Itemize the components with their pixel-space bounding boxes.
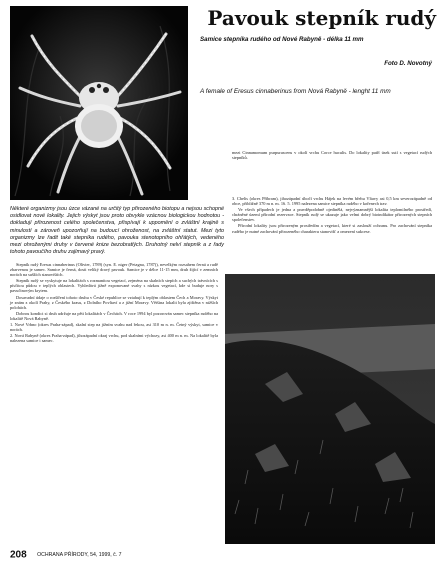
- body-paragraph: 2. Nová Rabyně (okres Praha-západ), jihozápadní okraj vrchu, pod skalními výchozy, asi 400 m n. m. Na lokalitě byla nalezena samice i samec.: [10, 333, 218, 344]
- photo-credit: Foto D. Novotný: [384, 60, 432, 67]
- right-column-body: [232, 196, 432, 235]
- page-footer: [10, 546, 310, 561]
- body-paragraph: Přírodní lokality jsou přirozeným prostředím a vegetací, které si zaslouží ochranu. Pro zachování stepníka rudého je nutné zachování přirozeného charakteru stanovišť a omezení sukcese.: [232, 223, 432, 234]
- landscape-photo: [225, 274, 435, 544]
- body-paragraph: 1. Nové Vrbno (okres Praha-západ), skalní step na jižním svahu nad řekou, asi 310 m n. m. Četný výskyt, samice v norách.: [10, 322, 218, 333]
- right-column-top: [232, 150, 432, 161]
- body-paragraph: 3. Chelis (okres Příbram), jihozápadní úbočí vrchu Hájek na levém břehu Vltavy asi 0,5 km severozápadně od obce, přibližně 370 m n. m. 16. 5. 1995 nalezena samice stepníka rudého v kořenech trav.: [232, 196, 432, 207]
- photo-caption-english: A female of Eresus cinnaberinus from Nová Rabyně - lenght 11 mm: [200, 88, 391, 95]
- body-paragraph: Ve všech případech je jedna a pravděpodobně ojedinělá, nejvýznamnější lokalita teplomilného prostředí, chráněné území přírodní rezervace. Stepník rudý se ukazuje jako velmi dobrý bioindikátor přirozených stepních společenstev.: [232, 207, 432, 223]
- body-paragraph: Dosavadní údaje o rozšíření tohoto druhu v České republice se vztahují k teplým oblastem Čech a Moravy. Výskyt je znám z okolí Prahy, z Českého krasu, z Dolního Povltaví a z jižní Moravy. Většina lokalit byla zjištěna v nižších polohách.: [10, 294, 218, 310]
- body-paragraph: Dobrou kondici si druh udržuje na pěti lokalitách v Čechách. V roce 1994 byl pozorován samec stepníka rudého na lokalitě Nová Rabyně.: [10, 310, 218, 321]
- spider-photo: [10, 6, 188, 200]
- journal-citation: OCHRANA PŘÍRODY, 54, 1999, č. 7: [37, 551, 122, 558]
- spider-photo-graphic: [10, 6, 188, 200]
- body-paragraph: Stepník rudý Eresus cinnaberinus (Olivier, 1789) (syn. E. niger (Petagna, 1787)), nevelkým rozsahem černá a rudě zbarvenou je samec. Samice je černá, dosti veliký dravý pavouk. Samice je v délce 11-15 mm, druh žijící v zemních norách na sušších stanovištích.: [10, 262, 218, 278]
- body-paragraph: Stepník rudý se vyskytuje na lokalitách s rozmanitou vegetací, zejména na skalních stepích a suchých trávnících s písčitou půdou v teplých oblastech. Vyhledává jižně exponované svahy s nízkou vegetací, kde si buduje nory s pavučinovým krytem.: [10, 278, 218, 294]
- lead-text: Některé organizmy jsou úzce vázané na určitý typ přirozeného biotopu a nejsou schopné osidlovat nové lokality. Jejich výskyt jsou proto obvykle vzácnou biologickou hodnotou - dokladují přirozenost celého společenstva, přispívají k uppomění o zvláštní krajině s minulostí a zároveň upozorňují na budoucí ohroženost, na zvláštní statut. Mezi tyto organizmy lze řadit také stepníka rudého, pavouka stenotopního ohřátých, vedeného mezi ohroženými druhy v červené knize bezobratlých. Druhotný nelví stepník a z řady tohoto pavoučího druhu zajímavý pravý.: [10, 206, 224, 256]
- page-number: 208: [10, 549, 27, 561]
- landscape-photo-graphic: [225, 274, 435, 544]
- left-column-body: [10, 262, 218, 344]
- lead-paragraph: [10, 206, 224, 256]
- photo-caption-czech: Samice stepníka rudého od Nové Rabyně - délka 11 mm: [200, 36, 364, 43]
- body-paragraph: mezi Cinnamomum purpurascens v okolí vrchu Corce huculis. Do lokality patří úsek sutí s vegetací rudých stepníků.: [232, 150, 432, 161]
- article-title: Pavouk stepník rudý: [207, 6, 436, 30]
